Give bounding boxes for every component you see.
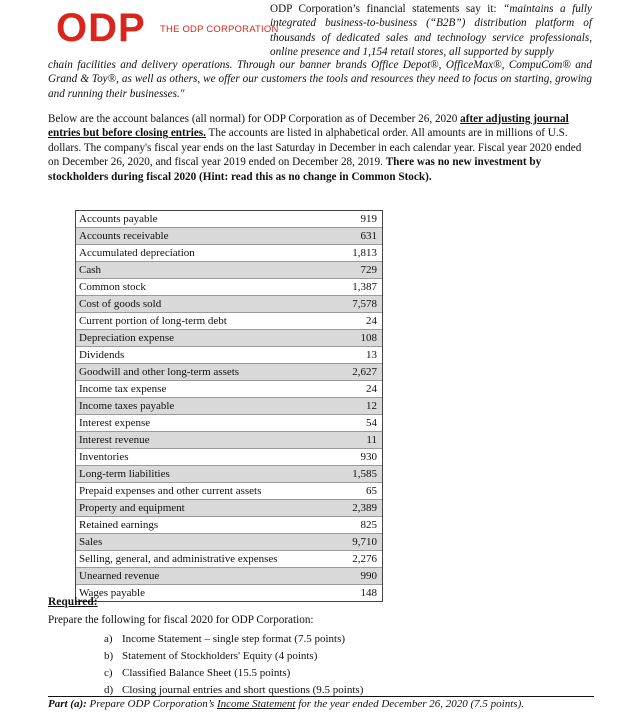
intro-emphasis-adjusting: after adjusting journal entries but before closing entries. [48,113,569,140]
account-value: 11 [366,434,377,446]
list-item-letter: c) [104,667,113,679]
part-a-instruction [48,698,524,710]
list-item-text: Statement of Stockholders' Equity (4 points) [122,650,318,662]
account-value: 990 [360,570,377,582]
account-balances-table [75,210,383,602]
account-name: Depreciation expense [79,332,174,344]
table-row [76,279,382,296]
account-value: 9,710 [352,536,377,548]
account-name: Cost of goods sold [79,298,162,310]
table-row [76,551,382,568]
intro-text-2: The accounts are listed in alphabetical order. All amounts are in millions of U.S. dollars. The company's fiscal year ends on the last Saturday in December in each calendar year. Fiscal year 2020 ended on December 26, 2020, and fiscal year 2019 ended on December 28, 2019. [48,127,582,169]
table-row [76,381,382,398]
part-a-underlined: Income Statement [216,698,296,710]
account-name: Income tax expense [79,383,167,395]
account-value: 148 [360,587,377,599]
account-name: Unearned revenue [79,570,160,582]
odp-logo [56,4,279,54]
account-name: Accumulated depreciation [79,247,195,259]
account-name: Sales [79,536,103,548]
account-name: Wages payable [79,587,145,599]
quote-lead-text: ODP Corporation’s financial statements say it: [270,3,504,15]
account-value: 1,387 [352,281,377,293]
list-item [104,665,363,682]
account-value: 2,389 [352,502,377,514]
quote-opening [270,2,592,60]
table-row [76,262,382,279]
account-value: 108 [360,332,377,344]
account-value: 631 [360,230,377,242]
account-name: Goodwill and other long-term assets [79,366,240,378]
account-name: Selling, general, and administrative expenses [79,553,278,565]
list-item [104,631,363,648]
intro-paragraph [48,112,592,184]
list-item-text: Classified Balance Sheet (15.5 points) [122,667,291,679]
divider-line [48,696,594,697]
required-heading-text: Required [48,596,94,608]
account-name: Dividends [79,349,125,361]
table-row [76,432,382,449]
required-heading-colon: : [93,596,98,608]
table-row [76,568,382,585]
table-row [76,449,382,466]
table-row [76,211,382,228]
account-value: 65 [366,485,377,497]
account-value: 12 [366,400,377,412]
logo-corporation-name: THE ODP CORPORATION [160,24,279,35]
quote-continued: chain facilities and delivery operations. Through our banner brands Office Depot®, OfficeMax®, CompuCom® and Grand & Toy®, as well as others, we offer our customers the tools and resources they need to focus on starting, growing and running their businesses." [48,59,592,100]
table-row [76,415,382,432]
table-row [76,517,382,534]
account-name: Accounts payable [79,213,158,225]
table-row [76,466,382,483]
account-value: 13 [366,349,377,361]
account-name: Common stock [79,281,146,293]
account-value: 729 [360,264,377,276]
account-value: 2,627 [352,366,377,378]
table-row [76,500,382,517]
account-value: 825 [360,519,377,531]
table-row [76,313,382,330]
account-name: Accounts receivable [79,230,169,242]
account-name: Interest expense [79,417,151,429]
account-value: 54 [366,417,377,429]
table-row [76,483,382,500]
account-name: Inventories [79,451,129,463]
intro-text-1: Below are the account balances (all normal) for ODP Corporation as of December 26, 2020 [48,113,461,125]
account-value: 24 [366,315,377,327]
account-value: 919 [360,213,377,225]
account-name: Property and equipment [79,502,185,514]
account-name: Retained earnings [79,519,159,531]
list-item-letter: a) [104,633,113,645]
list-item [104,648,363,665]
part-a-text-2: for the year ended December 26, 2020 (7.5 points). [295,698,524,710]
table-row [76,245,382,262]
account-name: Income taxes payable [79,400,175,412]
table-row [76,364,382,381]
table-row [76,330,382,347]
list-item-text: Income Statement – single step format (7.5 points) [122,633,346,645]
requirements-list [104,631,363,699]
table-row [76,398,382,415]
part-a-text-1: Prepare ODP Corporation’s [86,698,217,710]
table-row [76,228,382,245]
required-heading [48,596,98,608]
list-item-letter: d) [104,684,114,696]
account-value: 7,578 [352,298,377,310]
part-a-label: Part (a): [48,698,87,710]
logo-wordmark: ODP [56,6,146,50]
list-item-text: Closing journal entries and short questions (9.5 points) [122,684,364,696]
account-value: 2,276 [352,553,377,565]
account-name: Prepaid expenses and other current assets [79,485,262,497]
account-value: 24 [366,383,377,395]
account-name: Cash [79,264,101,276]
table-row [76,296,382,313]
account-name: Interest revenue [79,434,150,446]
account-name: Long-term liabilities [79,468,170,480]
account-value: 930 [360,451,377,463]
table-row [76,585,382,601]
account-value: 1,813 [352,247,377,259]
table-row [76,347,382,364]
table-row [76,534,382,551]
list-item-letter: b) [104,650,114,662]
account-value: 1,585 [352,468,377,480]
prepare-instruction: Prepare the following for fiscal 2020 for ODP Corporation: [48,614,314,626]
account-name: Current portion of long-term debt [79,315,227,327]
intro-emphasis-investment: There was no new investment by stockholders during fiscal 2020 (Hint: read this as no change in Common Stock). [48,156,542,183]
quote-opening-italic: “maintains a fully integrated business-to-business (“B2B”) distribution platform of thousands of dedicated sales and technology service professionals, online presence and 1,154 retail stores, all supported by supply [270,3,592,59]
